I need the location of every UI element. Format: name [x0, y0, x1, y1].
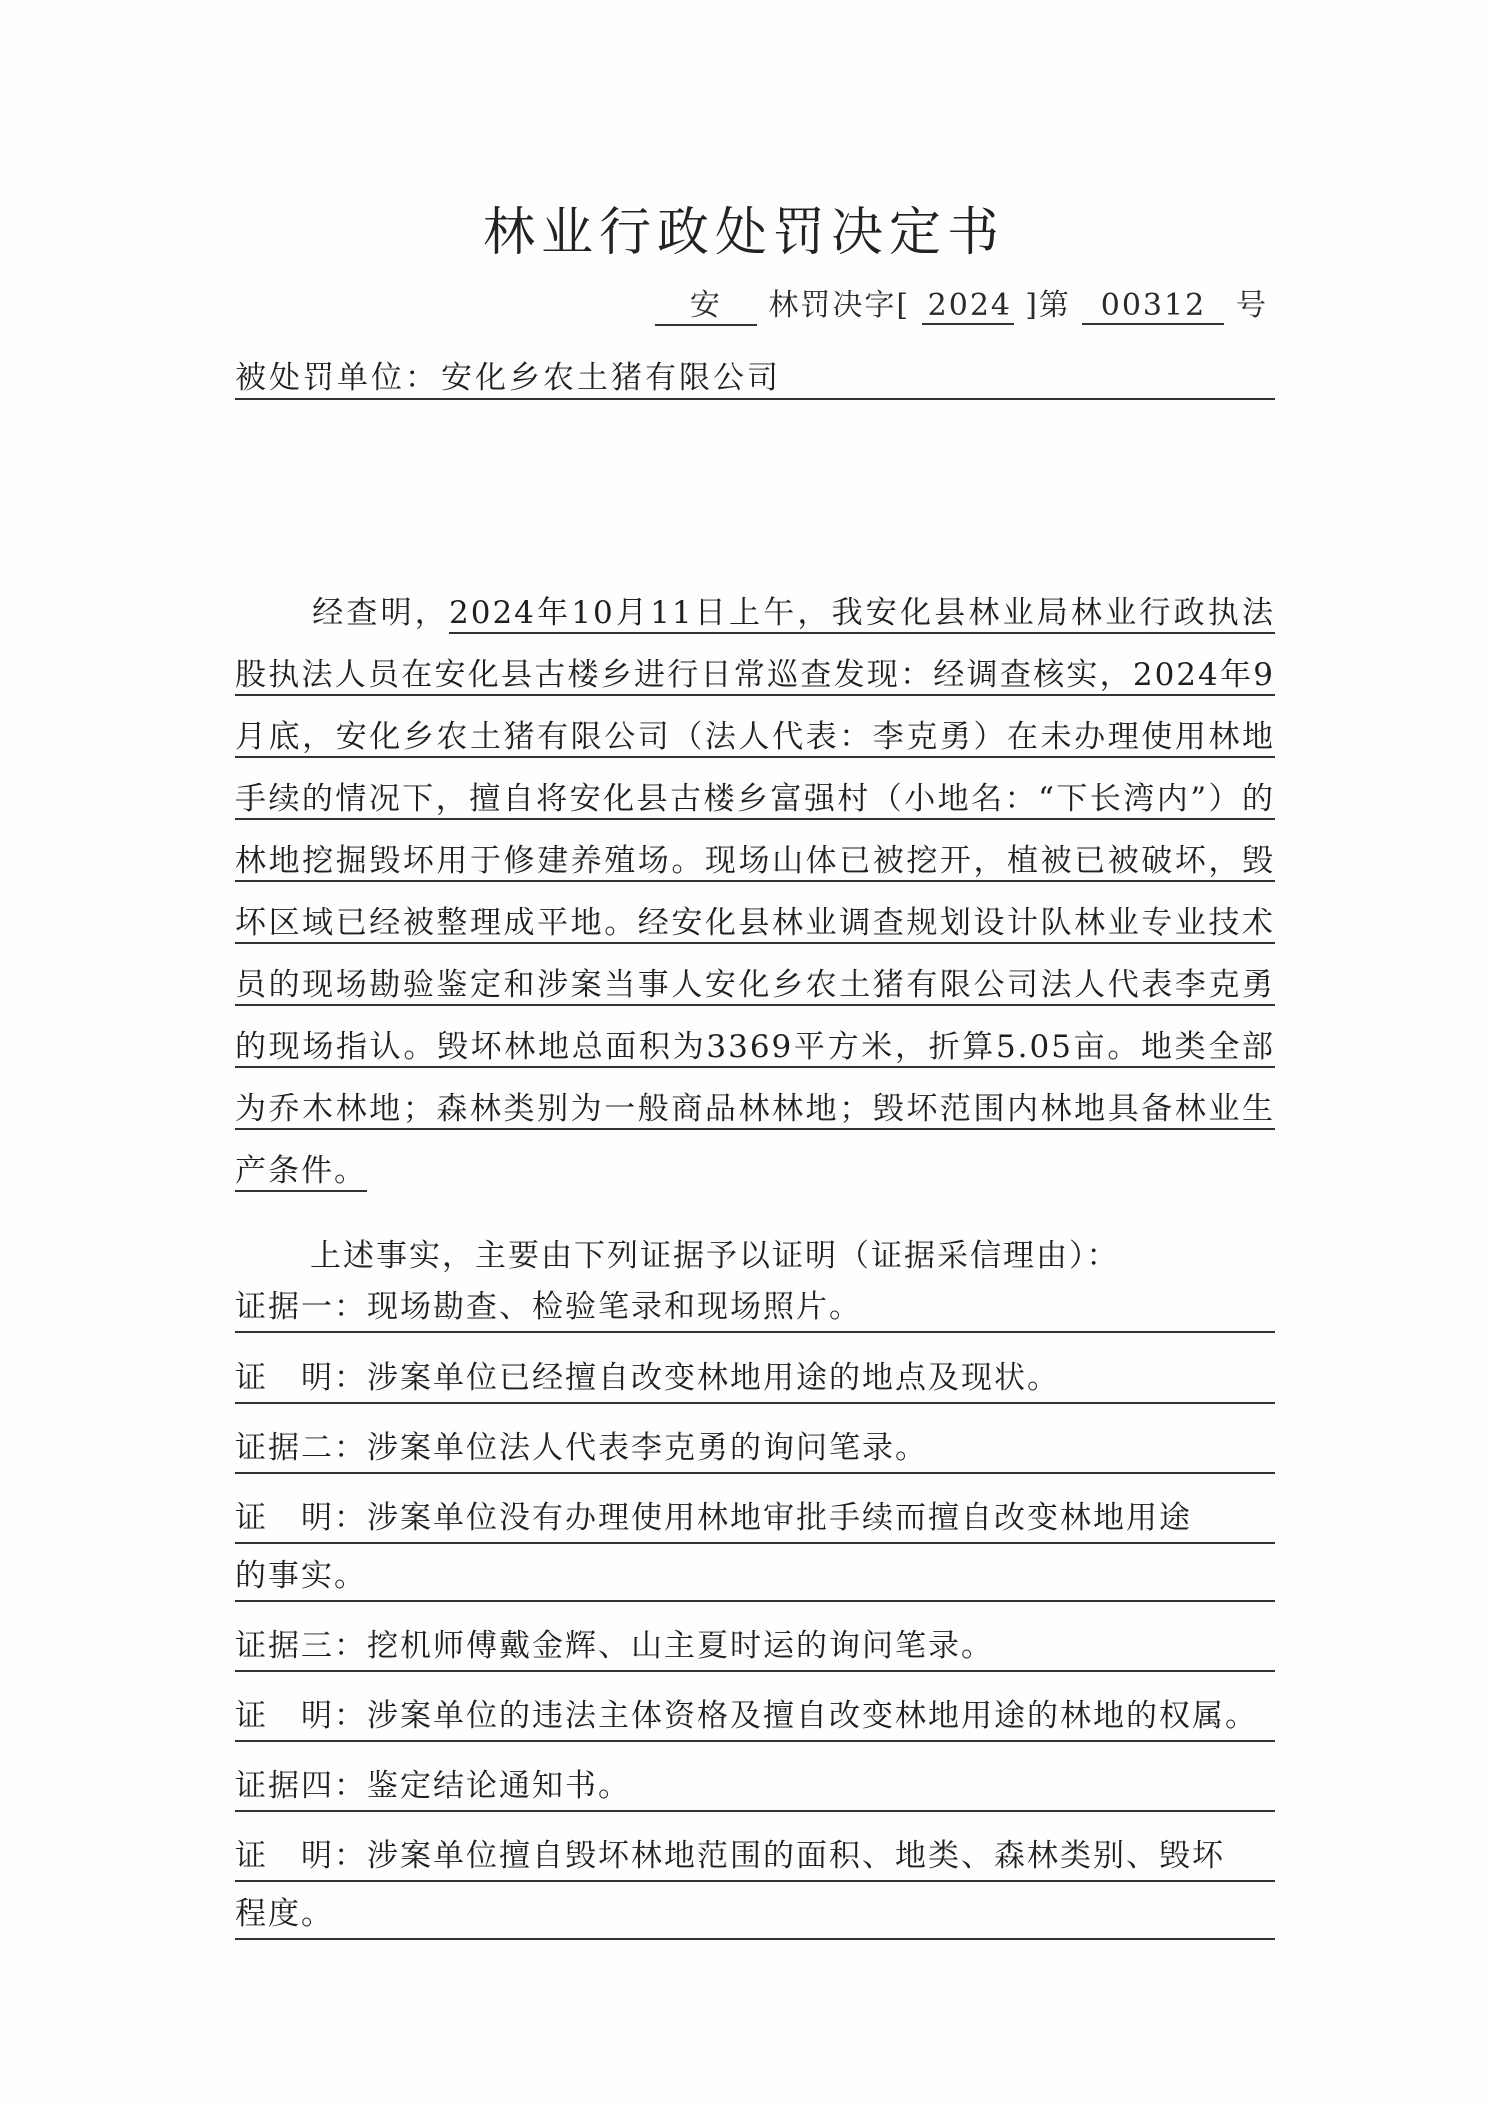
- evidence-text: 涉案单位法人代表李克勇的询问笔录。: [367, 1430, 928, 1466]
- doc-number-value: 00312: [1082, 288, 1224, 325]
- evidence-text: 挖机师傅戴金辉、山主夏时运的询问笔录。: [367, 1628, 994, 1664]
- evidence-intro: 上述事实，主要由下列证据予以证明（证据采信理由）：: [310, 1238, 1120, 1274]
- evidence-text: 涉案单位擅自毁坏林地范围的面积、地类、森林类别、毁坏: [367, 1838, 1225, 1874]
- evidence-text: 的事实。: [235, 1558, 367, 1594]
- evidence-label: 证 明：: [235, 1360, 367, 1396]
- document-number: [655, 280, 1268, 326]
- evidence-row: [235, 1424, 1275, 1474]
- evidence-row: [235, 1494, 1275, 1544]
- evidence-row: [235, 1622, 1275, 1672]
- evidence-row: [235, 1283, 1275, 1333]
- evidence-row: [235, 1762, 1275, 1812]
- doc-number-after-year: ]第: [1025, 288, 1071, 323]
- doc-number-org: 安: [655, 280, 757, 326]
- evidence-row: [235, 1354, 1275, 1404]
- facts-lead: 经查明，: [311, 595, 450, 631]
- evidence-row: [235, 1832, 1275, 1882]
- facts-paragraph: [235, 582, 1275, 1202]
- evidence-text: 现场勘查、检验笔录和现场照片。: [367, 1289, 862, 1325]
- evidence-text: 鉴定结论通知书。: [367, 1768, 631, 1804]
- facts-body: 2024年10月11日上午，我安化县林业局林业行政执法股执法人员在安化县古楼乡进行日常巡查发现：经调查核实，2024年9月底，安化乡农土猪有限公司（法人代表：李克勇）在未办理使用林地手续的情况下，擅自将安化县古楼乡富强村（小地名：“下长湾内”）的林地挖掘毁坏用于修建养殖场。现场山体已被挖开，植被已被破坏，毁坏区域已经被整理成平地。经安化县林业调查规划设计队林业专业技术员的现场勘验鉴定和涉案当事人安化乡农土猪有限公司法人代表李克勇的现场指认。毁坏林地总面积为3369平方米，折算5.05亩。地类全部为乔木林地；森林类别为一般商品林林地；毁坏范围内林地具备林业生产条件。: [235, 595, 1276, 1189]
- evidence-label: 证 明：: [235, 1838, 367, 1874]
- evidence-label: 证据二：: [235, 1430, 367, 1466]
- document-title: 林业行政处罚决定书: [482, 203, 1005, 263]
- doc-number-suffix: 号: [1236, 288, 1268, 323]
- evidence-text: 涉案单位已经擅自改变林地用途的地点及现状。: [367, 1360, 1060, 1396]
- evidence-label: 证据一：: [235, 1289, 367, 1325]
- evidence-label: 证 明：: [235, 1698, 367, 1734]
- doc-number-middle: 林罚决字[: [768, 288, 911, 323]
- evidence-text: 涉案单位没有办理使用林地审批手续而擅自改变林地用途: [367, 1500, 1192, 1536]
- evidence-text: 涉案单位的违法主体资格及擅自改变林地用途的林地的权属。: [367, 1698, 1258, 1734]
- evidence-row: [235, 1692, 1275, 1742]
- doc-number-year: 2024: [922, 288, 1014, 325]
- evidence-label: 证据四：: [235, 1768, 367, 1804]
- penalized-unit-value: 安化乡农土猪有限公司: [441, 360, 781, 396]
- penalized-unit-line: [235, 352, 1275, 400]
- penalized-unit-label: 被处罚单位：: [235, 360, 439, 396]
- evidence-row: [235, 1890, 1275, 1940]
- evidence-label: 证据三：: [235, 1628, 367, 1664]
- evidence-row: [235, 1552, 1275, 1602]
- evidence-label: 证 明：: [235, 1500, 367, 1536]
- evidence-text: 程度。: [235, 1896, 334, 1932]
